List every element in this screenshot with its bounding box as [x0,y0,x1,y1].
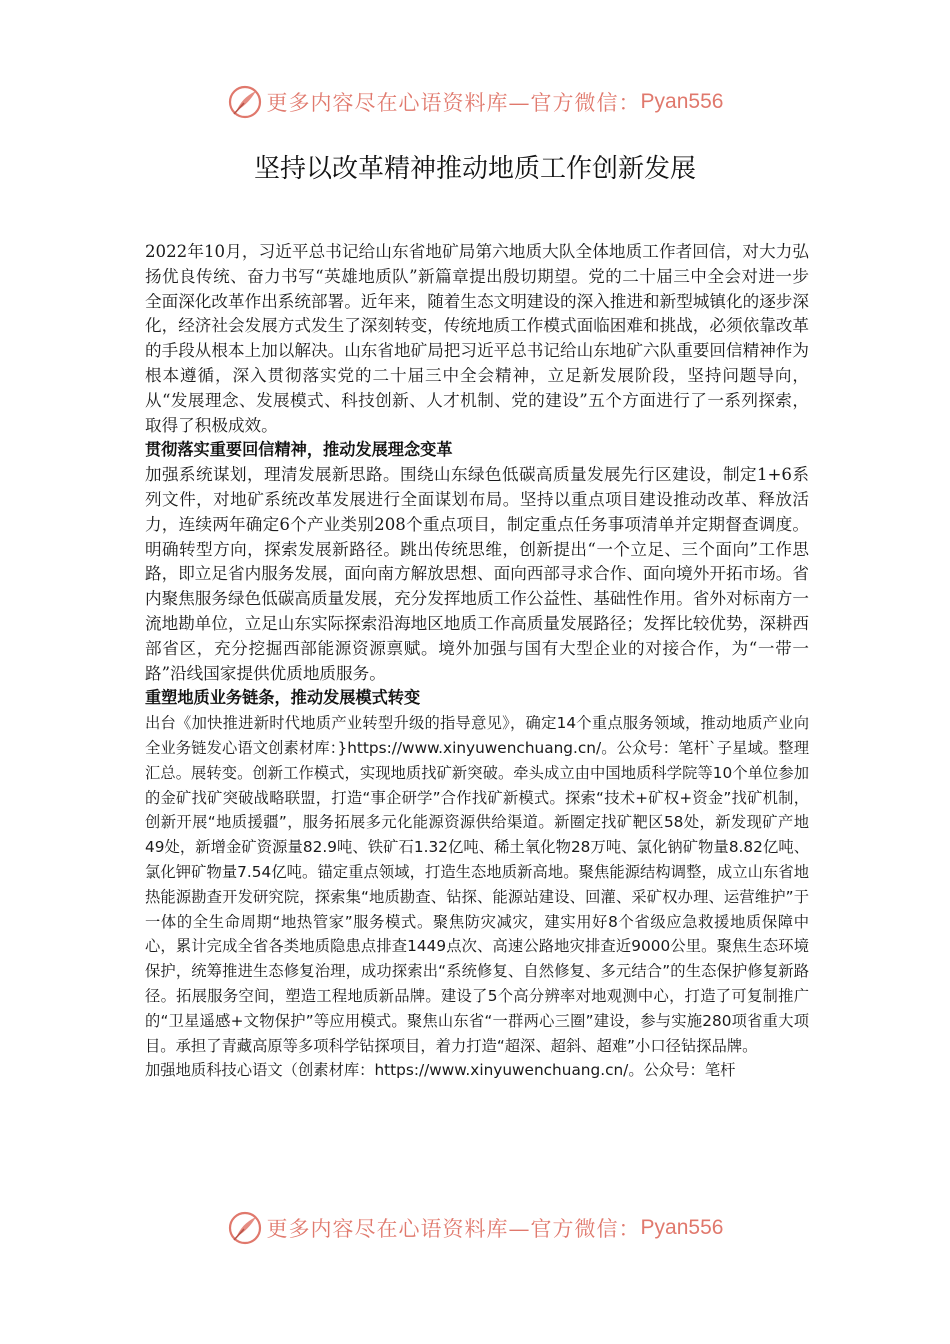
document-body [145,240,809,1083]
page-title: 坚持以改革精神推动地质工作创新发展 [253,154,696,184]
section-heading-2: 重塑地质业务链条，推动发展模式转变 [145,688,421,708]
section-heading-1: 贯彻落实重要回信精神，推动发展理念变革 [145,440,453,460]
section-1-paragraph: 加强系统谋划，理清发展新思路。围绕山东绿色低碳高质量发展先行区建设，制定1+6系列文件，对地矿系统改革发展进行全面谋划布局。坚持以重点项目建设推动改革、释放活力，连续两年确定6个产业类别208个重点项目，制定重点任务事项清单并定期督查调度。明确转型方向，探索发展新路径。跳出传统思维，创新提出“一个立足、三个面向”工作思路，即立足省内服务发展，面向南方解放思想、面向西部寻求合作、面向境外开拓市场。省内聚焦服务绿色低碳高质量发展，充分发挥地质工作公益性、基础性作用。省外对标南方一流地勘单位，立足山东实际探索沿海地区地质工作高质量发展路径；发挥比较优势，深耕西部省区，充分挖掘西部能源资源禀赋。境外加强与国有大型企业的对接合作，为“一带一路”沿线国家提供优质地质服务。 [145,465,809,683]
header-banner [0,82,950,122]
feather-pen-logo-icon [227,84,263,120]
banner-text: 更多内容尽在心语资料库—官方微信： [266,91,641,115]
section-2-paragraph: 出台《加快推进新时代地质产业转型升级的指导意见》，确定14个重点服务领域，推动地质产业向全业务链发心语文创素材库：}https://www.xinyuwenchuang.cn/。公众号：笔杆`子星域。整理汇总。展转变。创新工作模式，实现地质找矿新突破。牵头成立由中国地质科学院等10个单位参加的金矿找矿突破战略联盟，打造“事企研学”合作找矿新模式。探索“技术+矿权+资金”找矿机制，创新开展“地质援疆”，服务拓展多元化能源资源供给渠道。新圈定找矿靶区58处，新发现矿产地49处，新增金矿资源量82.9吨、铁矿石1.32亿吨、稀土氧化物28万吨、氯化钠矿物量8.82亿吨、氯化钾矿物量7.54亿吨。锚定重点领域，打造生态地质新高地。聚焦能源结构调整，成立山东省地热能源勘查开发研究院，探索集“地质勘查、钻探、能源站建设、回灌、采矿权办理、运营维护”于一体的全生命周期“地热管家”服务模式。聚焦防灾减灾，建实用好8个省级应急救援地质保障中心，累计完成全省各类地质隐患点排查1449点次、高速公路地灾排查近9000公里。聚焦生态环境保护，统筹推进生态修复治理，成功探索出“系统修复、自然修复、多元结合”的生态保护修复新路径。拓展服务空间，塑造工程地质新品牌。建设了5个高分辨率对地观测中心，打造了可复制推广的“卫星遥感+文物保护”等应用模式。聚焦山东省“一群两心三圈”建设，参与实施280项省重大项目。承担了青藏高原等多项科学钻探项目，着力打造“超深、超斜、超难”小口径钻探品牌。 [145,714,809,1055]
feather-pen-logo-icon [227,1210,263,1246]
intro-paragraph: 2022年10月，习近平总书记给山东省地矿局第六地质大队全体地质工作者回信，对大力弘扬优良传统、奋力书写“英雄地质队”新篇章提出殷切期望。党的二十届三中全会对进一步全面深化改革作出系统部署。近年来，随着生态文明建设的深入推进和新型城镇化的逐步深化，经济社会发展方式发生了深刻转变，传统地质工作模式面临困难和挑战，必须依靠改革的手段从根本上加以解决。山东省地矿局把习近平总书记给山东地矿六队重要回信精神作为根本遵循，深入贯彻落实党的二十届三中全会精神，立足新发展阶段，坚持问题导向，从“发展理念、发展模式、科技创新、人才机制、党的建设”五个方面进行了一系列探索，取得了积极成效。 [145,242,809,435]
footer-banner [0,1208,950,1248]
section-3-paragraph-start: 加强地质科技心语文（创素材库：https://www.xinyuwenchuang.cn/。公众号：笔杆 [145,1061,736,1080]
wechat-id: Pyan556 [640,90,724,113]
wechat-id: Pyan556 [640,1216,724,1239]
banner-text: 更多内容尽在心语资料库—官方微信： [266,1217,641,1241]
